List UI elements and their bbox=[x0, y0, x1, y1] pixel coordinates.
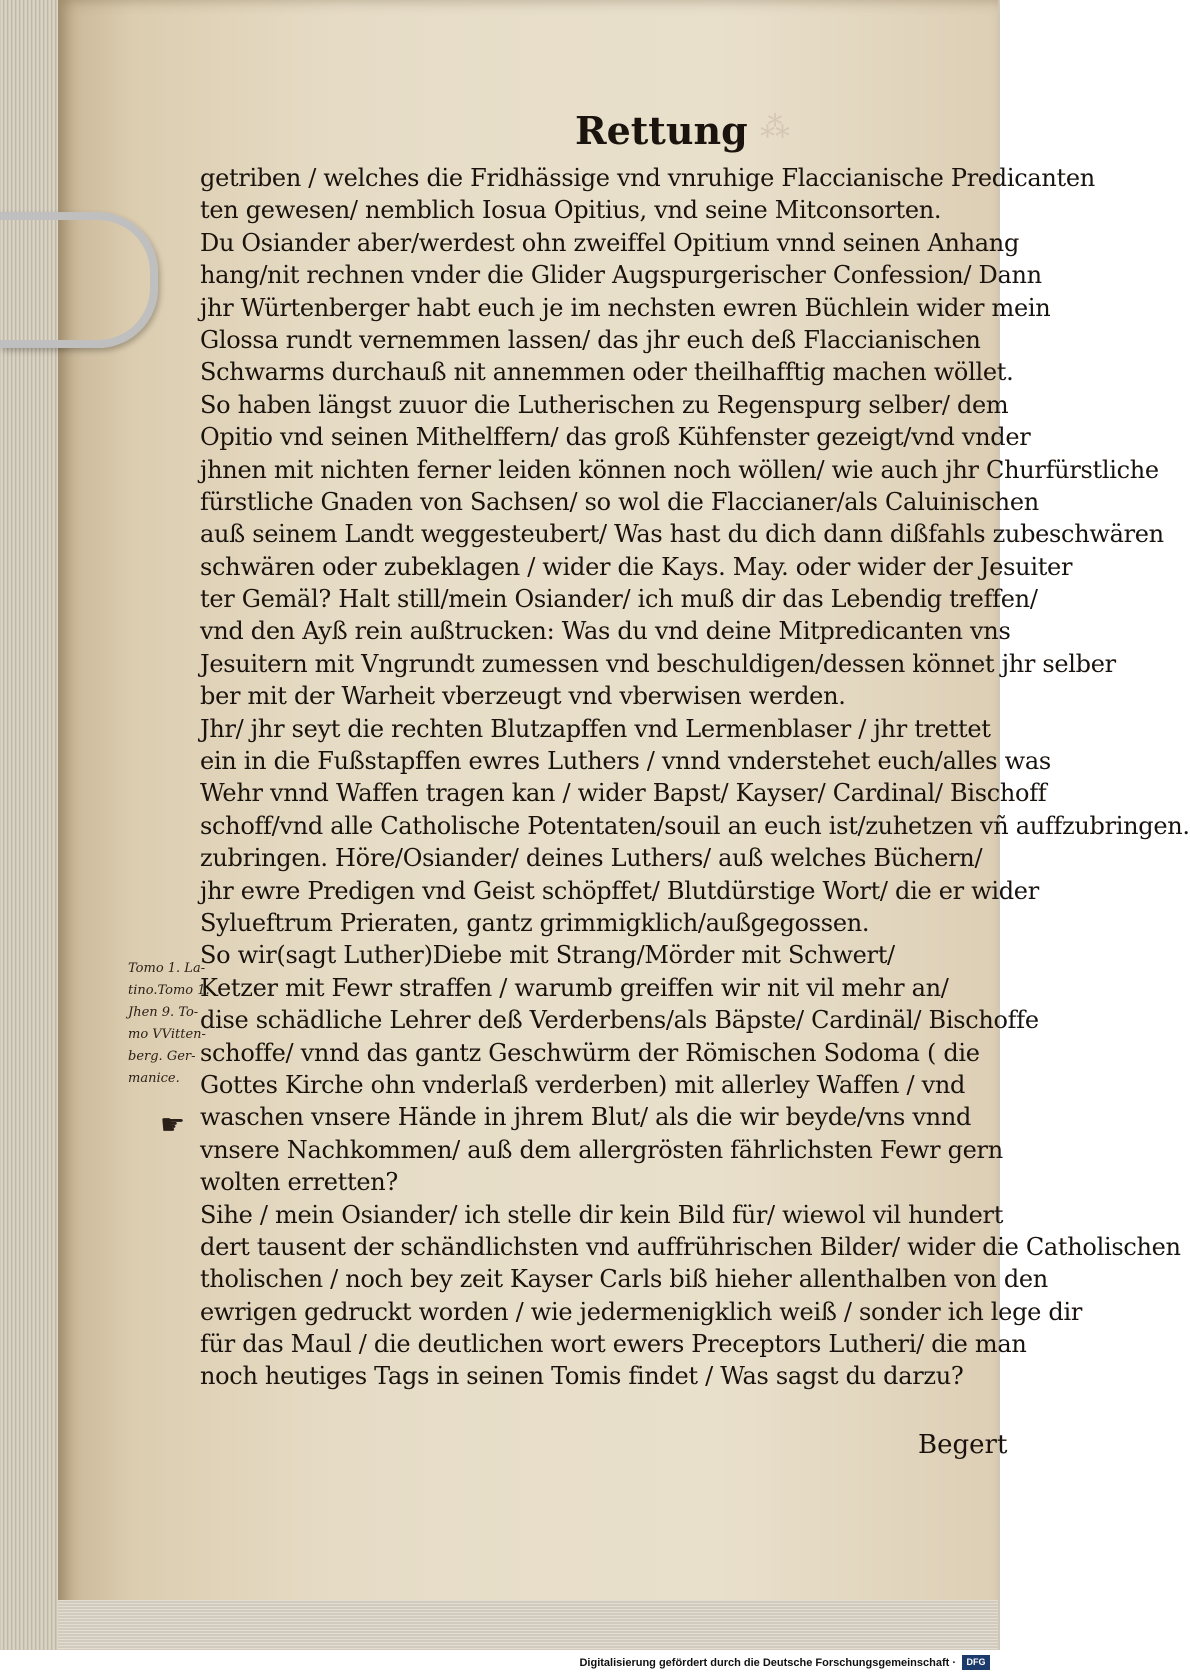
text-line: Ketzer mit Fewr straffen / warumb greiffen wir nit vil mehr an/ bbox=[200, 973, 949, 1002]
pointing-hand-icon: ☛ bbox=[160, 1108, 186, 1141]
text-line: ter Gemäl? Halt still/mein Osiander/ ich muß dir das Lebendig treffen/ bbox=[200, 585, 1038, 614]
running-header: Rettung bbox=[575, 108, 748, 153]
text-line: schoffe/ vnnd das gantz Geschwürm der Römischen Sodoma ( die bbox=[200, 1038, 980, 1067]
text-line: zubringen. Höre/Osiander/ deines Luthers/ auß welches Büchern/ bbox=[200, 844, 983, 873]
text-line: Du Osiander aber/werdest ohn zweiffel Opitium vnnd seinen Anhang bbox=[200, 228, 1020, 257]
text-line: Sylueftrum Prieraten, gantz grimmigklich/außgegossen. bbox=[200, 908, 870, 937]
marginal-line: Jhen 9. To- bbox=[128, 1005, 199, 1020]
text-line: So haben längst zuuor die Lutherischen zu Regenspurg selber/ dem bbox=[200, 390, 1009, 419]
page-stack-bottom bbox=[58, 1600, 998, 1650]
marginal-line: manice. bbox=[128, 1071, 180, 1086]
text-line: jhnen mit nichten ferner leiden können noch wöllen/ wie auch jhr Churfürstliche bbox=[200, 455, 1159, 484]
text-line: So wir(sagt Luther)Diebe mit Strang/Mörder mit Schwert/ bbox=[200, 941, 895, 970]
text-line: ten gewesen/ nemblich Iosua Opitius, vnd seine Mitconsorten. bbox=[200, 196, 942, 225]
footer-credit: Digitalisierung gefördert durch die Deutsche Forschungsgemeinschaft · bbox=[579, 1657, 956, 1669]
text-line: waschen vnsere Hände in jhrem Blut/ als die wir beyde/vns vnnd bbox=[200, 1103, 972, 1132]
paper-clip bbox=[0, 212, 158, 348]
text-line: Glossa rundt vernemmen lassen/ das jhr euch deß Flaccianischen bbox=[200, 325, 981, 354]
text-line: für das Maul / die deutlichen wort ewers Preceptors Lutheri/ die man bbox=[200, 1330, 1027, 1359]
catchword: Begert bbox=[918, 1430, 1008, 1460]
text-line: wolten erretten? bbox=[200, 1168, 398, 1197]
text-line: ber mit der Warheit vberzeugt vnd vberwisen werden. bbox=[200, 682, 846, 711]
text-line: jhr Würtenberger habt euch je im nechsten ewren Büchlein wider mein bbox=[200, 293, 1051, 322]
text-line: Gottes Kirche ohn vnderlaß verderben) mit allerley Waffen / vnd bbox=[200, 1070, 966, 1099]
text-line: tholischen / noch bey zeit Kayser Carls biß hieher allenthalben von den bbox=[200, 1265, 1048, 1294]
footer-bar bbox=[0, 1650, 1000, 1677]
marginal-line: berg. Ger- bbox=[128, 1049, 196, 1064]
text-line: getriben / welches die Fridhässige vnd vnruhige Flaccianische Predicanten bbox=[200, 164, 1095, 192]
text-line: schoff/vnd alle Catholische Potentaten/souil an euch ist/zuhetzen vñ auffzubringen. bbox=[200, 811, 1190, 840]
marginal-note bbox=[128, 958, 220, 1090]
text-line: dert tausent der schändlichsten vnd auffrührischen Bilder/ wider die Catholischen bbox=[200, 1232, 1181, 1261]
text-line: Wehr vnnd Waffen tragen kan / wider Bapst/ Kayser/ Cardinal/ Bischoff bbox=[200, 779, 1047, 808]
text-line: Jhr/ jhr seyt die rechten Blutzapffen vnd Lermenblaser / jhr trettet bbox=[200, 714, 991, 743]
marginal-line: mo VVitten- bbox=[128, 1027, 206, 1042]
text-line: fürstliche Gnaden von Sachsen/ so wol die Flaccianer/als Caluinischen bbox=[200, 487, 1039, 516]
dfg-logo: DFG bbox=[962, 1655, 990, 1670]
text-line: noch heutiges Tags in seinen Tomis findet / Was sagst du darzu? bbox=[200, 1362, 964, 1391]
text-line: vnsere Nachkommen/ auß dem allergrösten fährlichsten Fewr gern bbox=[200, 1135, 1003, 1164]
text-line: vnd den Ayß rein außtrucken: Was du vnd deine Mitpredicanten vns bbox=[200, 617, 1011, 646]
marginal-line: Tomo 1. La- bbox=[128, 961, 206, 976]
text-line: hang/nit rechnen vnder die Glider Augspurgerischer Confession/ Dann bbox=[200, 261, 1042, 290]
text-line: Sihe / mein Osiander/ ich stelle dir kein Bild für/ wiewol vil hundert bbox=[200, 1200, 1004, 1229]
text-line: Opitio vnd seinen Mithelffern/ das groß Kühfenster gezeigt/vnd vnder bbox=[200, 423, 1031, 452]
body-text bbox=[200, 162, 1190, 1393]
text-line: schwären oder zubeklagen / wider die Kays. May. oder wider der Jesuiter bbox=[200, 552, 1073, 581]
text-line: jhr ewre Predigen vnd Geist schöpffet/ Blutdürstige Wort/ die er wider bbox=[200, 876, 1039, 905]
text-line: Jesuitern mit Vngrundt zumessen vnd beschuldigen/dessen könnet jhr selber bbox=[200, 649, 1116, 678]
text-line: ewrigen gedruckt worden / wie jedermenigklich weiß / sonder ich lege dir bbox=[200, 1297, 1082, 1326]
marginal-line: tino.Tomo 1. bbox=[128, 983, 210, 998]
text-line: auß seinem Landt weggesteubert/ Was hast du dich dann dißfahls zubeschwären bbox=[200, 520, 1164, 549]
bleed-through-text: ⁂ bbox=[760, 110, 790, 145]
text-line: ein in die Fußstapffen ewres Luthers / vnnd vnderstehet euch/alles was bbox=[200, 747, 1051, 776]
text-line: dise schädliche Lehrer deß Verderbens/als Bäpste/ Cardinäl/ Bischoffe bbox=[200, 1006, 1039, 1035]
text-line: Schwarms durchauß nit annemmen oder theilhafftig machen wöllet. bbox=[200, 358, 1014, 387]
